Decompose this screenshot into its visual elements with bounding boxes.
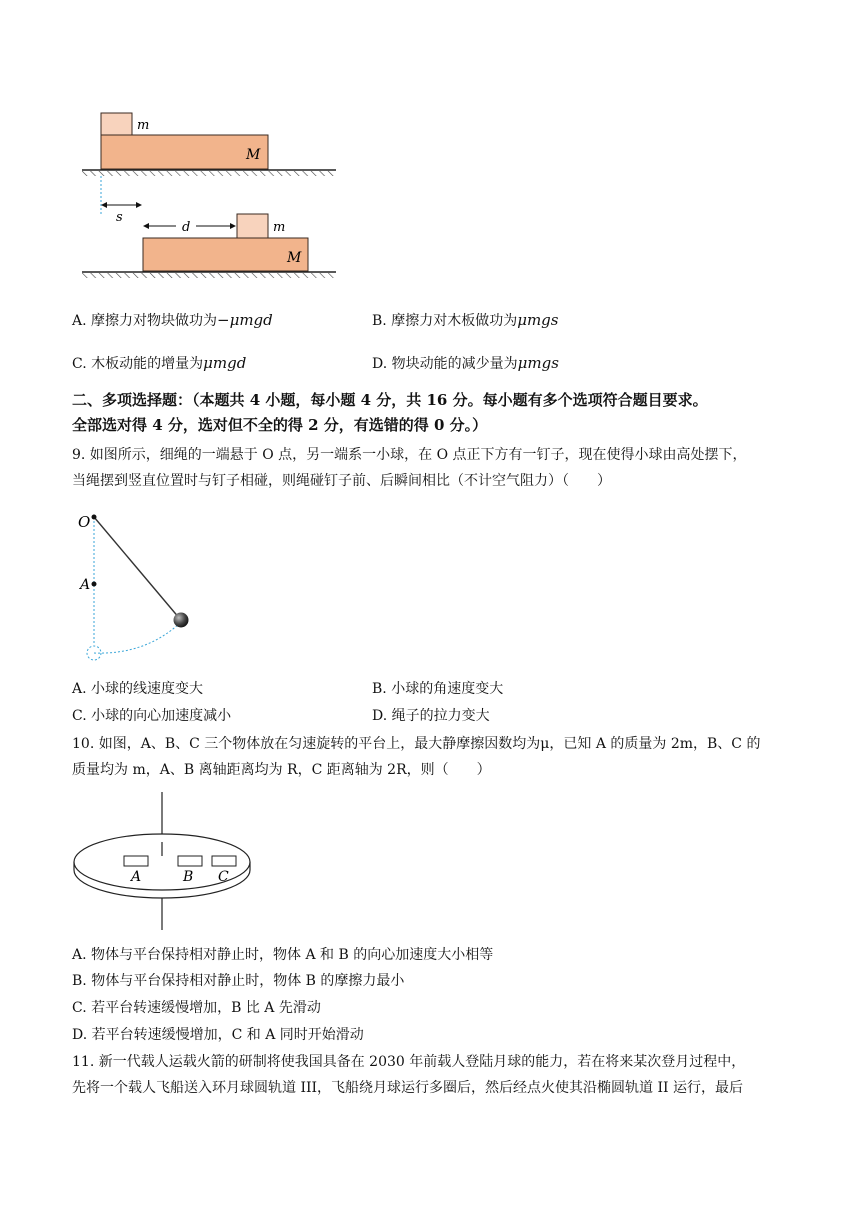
q10-option-c: C. 若平台转速缓慢增加，B 比 A 先滑动	[72, 1000, 321, 1016]
board-top	[101, 135, 268, 169]
label-m-top: m	[137, 118, 150, 133]
q8-figure	[70, 100, 370, 290]
string	[94, 517, 180, 619]
nail-point-A	[92, 582, 97, 587]
label-O: O	[78, 513, 91, 531]
section-heading-line1: 二、多项选择题：（本题共 4 小题，每小题 4 分，共 16 分。每小题有多个选项符合题目要求。	[72, 391, 708, 409]
q8-option-a: A. 摩擦力对物块做功为−μmgd	[72, 311, 273, 329]
block-C	[212, 856, 236, 866]
label-B: B	[183, 869, 194, 885]
pivot-point-O	[92, 515, 97, 520]
q9-option-a: A. 小球的线速度变大	[72, 681, 204, 697]
q8-option-d: D. 物块动能的减少量为μmgs	[372, 354, 559, 372]
block-A	[124, 856, 148, 866]
q10-stem-line2: 质量均为 m，A、B 离轴距离均为 R，C 距离轴为 2R，则（ ）	[72, 762, 491, 778]
ground-top-hatch	[82, 171, 336, 176]
q8-option-a-math: −μmgd	[217, 311, 273, 329]
q9-stem-line1: 9. 如图所示，细绳的一端悬于 O 点，另一端系一小球，在 O 点正下方有一钉子，现在使得小球由高处摆下，	[72, 447, 747, 463]
label-M-top: M	[246, 147, 261, 163]
ball	[174, 613, 189, 628]
label-A: A	[131, 869, 142, 885]
q9-stem-line2: 当绳摆到竖直位置时与钉子相碰，则绳碰钉子前、后瞬间相比（不计空气阻力）（ ）	[72, 473, 611, 489]
small-block-top	[101, 113, 132, 135]
q8-option-c-math: μmgd	[203, 354, 247, 372]
section-heading-line2: 全部选对得 4 分，选对但不全的得 2 分，有选错的得 0 分。）	[72, 416, 488, 434]
ground-bottom-hatch	[82, 273, 336, 278]
q11-stem-line1: 11. 新一代载人运载火箭的研制将使我国具备在 2030 年前载人登陆月球的能力，若在将来某次登月过程中，	[72, 1054, 746, 1070]
q9-option-b: B. 小球的角速度变大	[372, 681, 504, 697]
block-B	[178, 856, 202, 866]
label-A: A	[80, 577, 91, 593]
q11-stem-line2: 先将一个载人飞船送入环月球圆轨道 III，飞船绕月球运行多圈后，然后经点火使其沿椭圆轨道 II 运行，最后	[72, 1080, 743, 1096]
q8-option-b-math: μmgs	[517, 311, 559, 329]
q9-option-d: D. 绳子的拉力变大	[372, 708, 490, 724]
q10-option-a: A. 物体与平台保持相对静止时，物体 A 和 B 的向心加速度大小相等	[72, 947, 494, 963]
board-bottom	[143, 238, 308, 271]
label-M-bottom: M	[287, 250, 302, 266]
q10-turntable-figure	[70, 790, 280, 930]
q8-option-c: C. 木板动能的增量为μmgd	[72, 354, 247, 372]
small-block-bottom	[237, 214, 268, 238]
label-d: d	[182, 220, 191, 235]
q8-option-b: B. 摩擦力对木板做功为μmgs	[372, 311, 559, 329]
label-C: C	[218, 869, 229, 885]
q10-stem-line1: 10. 如图，A、B、C 三个物体放在匀速旋转的平台上，最大静摩擦因数均为μ，已知 A 的质量为 2m，B、C 的	[72, 736, 761, 752]
q8-option-d-math: μmgs	[517, 354, 559, 372]
q9-pendulum-figure	[70, 505, 210, 670]
q9-option-c: C. 小球的向心加速度减小	[72, 708, 232, 724]
q10-option-b: B. 物体与平台保持相对静止时，物体 B 的摩擦力最小	[72, 973, 405, 989]
label-s: s	[116, 210, 123, 225]
q10-option-d: D. 若平台转速缓慢增加，C 和 A 同时开始滑动	[72, 1027, 364, 1043]
label-m-bottom: m	[273, 220, 286, 235]
swing-arc	[94, 623, 180, 653]
